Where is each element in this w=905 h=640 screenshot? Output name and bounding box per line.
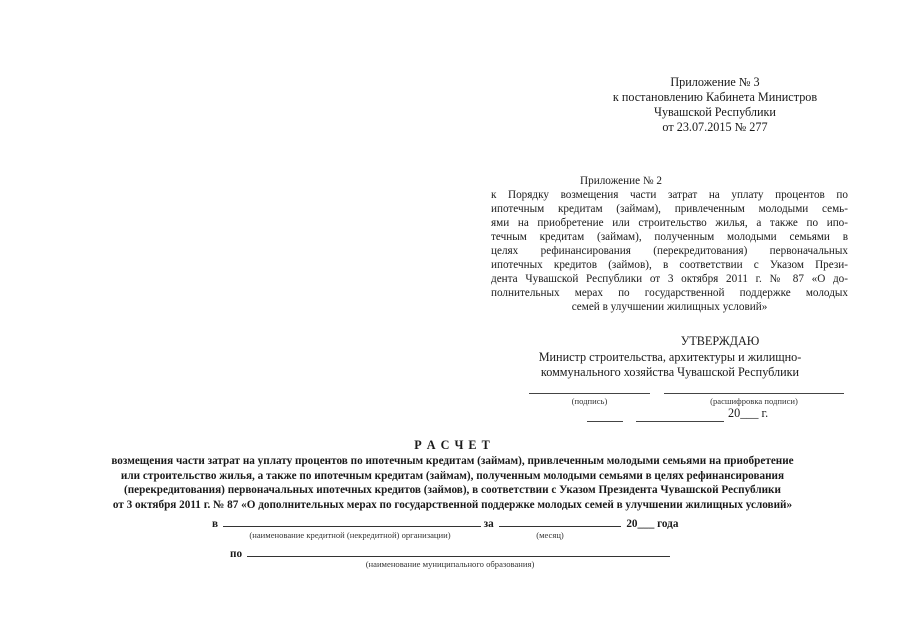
calculation-line-3: (перекредитования) первоначальных ипотечных кредитов (займов), в соответствии с Указом Президента Чувашской Республики: [124, 484, 781, 496]
annex2-line-7: дента Чувашской Республики от 3 октября 2011 г. № 87 «О до-: [491, 273, 848, 285]
municipality-field[interactable]: [247, 544, 670, 557]
annex2-body: [491, 188, 848, 314]
annex3-line-2: к постановлению Кабинета Министров: [612, 90, 818, 104]
calculation-line-4: от 3 октября 2011 г. № 87 «О дополнительных мерах по государственной поддержке молодых семей в улучшении жилищных условий»: [112, 498, 793, 511]
organization-caption: (наименование кредитной (некредитной) организации): [249, 530, 451, 540]
annex2-line-3: ями на приобретение или строительство жилья, а также по ипо-: [491, 217, 848, 229]
annex2-line-8: полнительных мерах по государственной поддержке молодых: [491, 287, 848, 299]
month-caption: (месяц): [536, 530, 564, 540]
date-month-line: [636, 421, 724, 422]
annex2-line-1: к Порядку возмещения части затрат на уплату процентов по: [491, 189, 848, 201]
annex3-line-4: от 23.07.2015 № 277: [662, 120, 768, 134]
approval-position-line-2: коммунального хозяйства Чувашской Республики: [540, 365, 800, 379]
approval-position: [500, 350, 840, 380]
calculation-title: Р А С Ч Е Т: [414, 438, 491, 452]
year-text: 20___ года: [626, 518, 679, 530]
by-prefix: по: [230, 548, 243, 560]
annex3-line-1: Приложение № 3: [670, 75, 760, 89]
annex2-line-6: ипотечных кредитов (займов), в соответствии с Указом Прези-: [491, 259, 848, 271]
calculation-subject: [40, 454, 865, 512]
date-day-line: [587, 421, 623, 422]
annex2-title: Приложение № 2: [580, 175, 662, 187]
annex2-line-9: семей в улучшении жилищных условий»: [571, 301, 768, 313]
approval-date: 20___ г.: [728, 406, 769, 420]
municipality-caption: (наименование муниципального образования): [365, 559, 535, 569]
organization-row: [212, 514, 678, 531]
for-prefix: за: [483, 518, 494, 530]
in-prefix: в: [212, 518, 219, 530]
organization-field[interactable]: [223, 514, 481, 527]
calculation-line-1: возмещения части затрат на уплату процентов по ипотечным кредитам (займам), привлеченным молодыми семьями на приобретение: [111, 455, 794, 467]
annex2-line-4: течным кредитам (займам), полученным молодыми семьями в: [491, 231, 848, 243]
decoding-line: [664, 393, 844, 394]
approval-position-line-1: Министр строительства, архитектуры и жилищно-: [538, 350, 802, 364]
annex3-line-3: Чувашской Республики: [654, 105, 776, 119]
annex2-line-5: целях рефинансирования (перекредитования) первоначальных: [491, 245, 848, 257]
approval-heading: УТВЕРЖДАЮ: [680, 334, 760, 348]
signature-caption: (подпись): [571, 396, 608, 406]
month-field[interactable]: [499, 514, 621, 527]
decoding-caption: (расшифровка подписи): [710, 396, 798, 406]
calculation-line-2: или строительство жилья, а также по ипотечным кредитам (займам), полученным молодыми семьями в целях рефинансирования: [120, 469, 785, 482]
annex2-line-2: ипотечным кредитам (займам), привлеченным молодыми семь-: [491, 203, 848, 215]
annex3-block: [560, 75, 870, 135]
signature-line: [529, 393, 650, 394]
